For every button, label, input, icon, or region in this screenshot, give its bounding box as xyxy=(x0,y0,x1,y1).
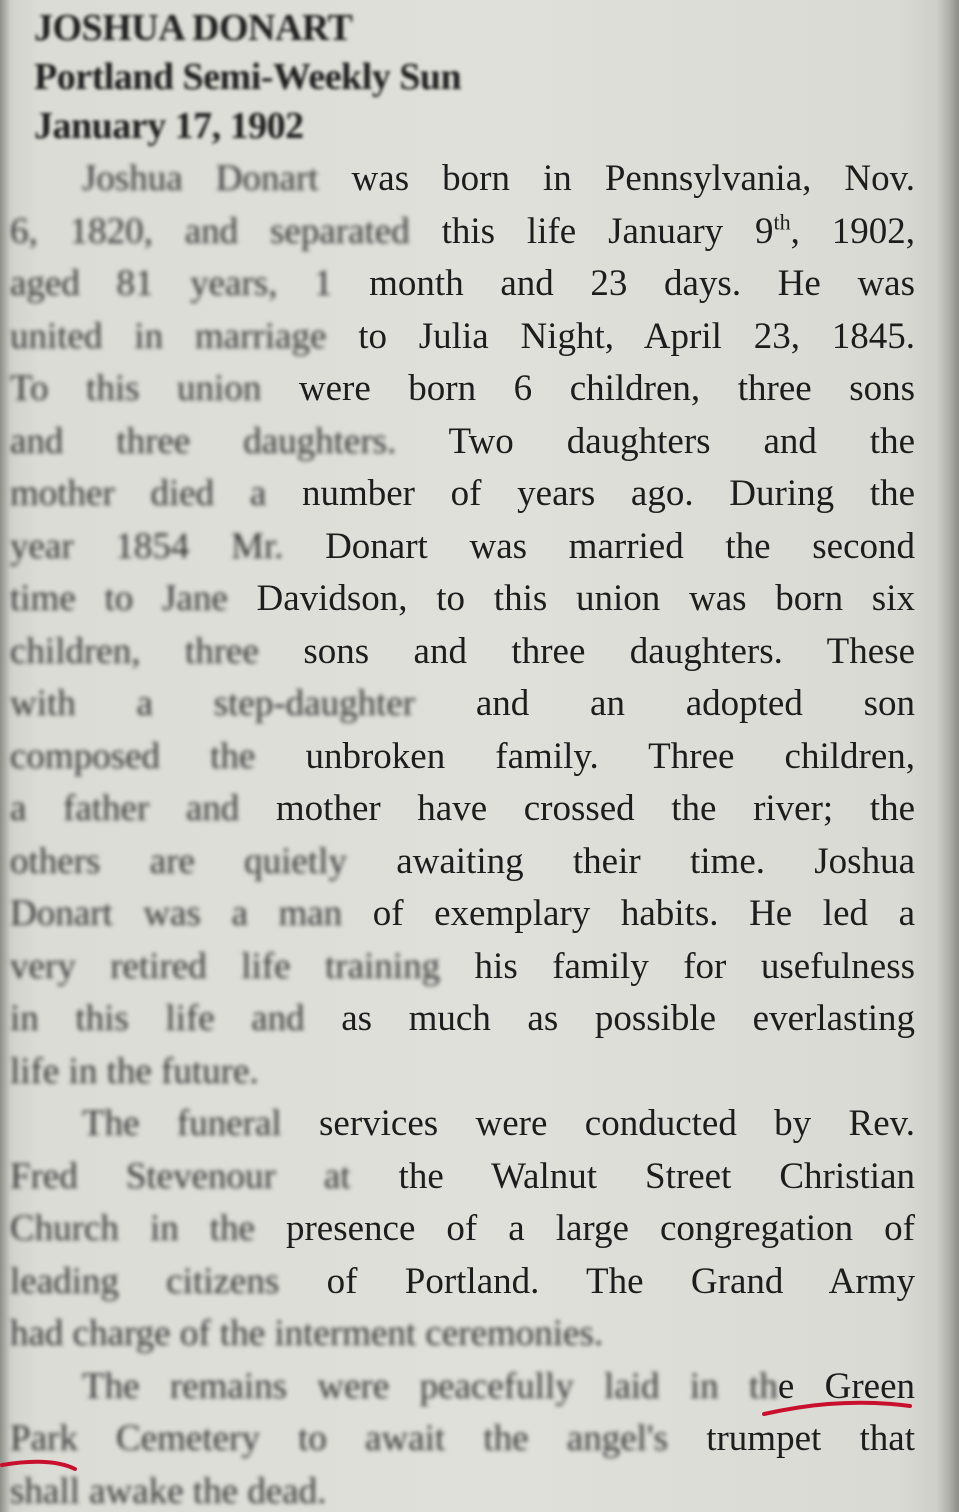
clear-text: , 1902, xyxy=(790,210,916,252)
clear-text: of exemplary habits. He led a xyxy=(342,893,915,934)
article-line xyxy=(10,731,915,784)
blurred-text: life in the future. xyxy=(10,1050,259,1092)
article-line xyxy=(10,1046,915,1099)
blurred-text: The funeral xyxy=(82,1103,282,1144)
clear-text: Two daughters and the xyxy=(396,420,915,462)
clear-text: as much as possible everlasting xyxy=(304,998,915,1039)
clear-text: the Walnut Street Christian xyxy=(350,1155,915,1197)
clear-text: were born 6 children, three sons xyxy=(261,368,915,409)
article-line xyxy=(10,153,915,206)
blurred-text: Joshua Donart xyxy=(82,158,319,199)
article-line xyxy=(10,1308,915,1361)
publication-date: January 17, 1902 xyxy=(34,105,304,147)
article-line xyxy=(10,836,915,889)
blurred-text: leading citizens xyxy=(10,1260,280,1302)
blurred-text: Donart was a man xyxy=(10,893,343,934)
clear-text: presence of a large congregation of xyxy=(254,1208,915,1249)
blurred-text: united in marriage xyxy=(10,315,327,357)
blurred-text: children, three xyxy=(10,630,259,672)
article-line xyxy=(10,678,915,731)
clear-text: was born in Pennsylvania, Nov. xyxy=(318,158,916,199)
blurred-text: aged 81 years, 1 xyxy=(10,263,333,304)
blurred-text: Park Cemetery to await the angel's xyxy=(10,1418,668,1459)
article-line xyxy=(10,888,915,941)
blurred-text: Church in the xyxy=(10,1208,255,1249)
clear-text: services were conducted by Rev. xyxy=(281,1103,915,1144)
obituary-name: JOSHUA DONART xyxy=(34,7,353,49)
article-line xyxy=(10,468,915,521)
article-line xyxy=(10,941,915,994)
article-line xyxy=(10,206,915,259)
newspaper-title: Portland Semi-Weekly Sun xyxy=(34,56,462,98)
clear-text: unbroken family. Three children, xyxy=(255,735,916,777)
article-line xyxy=(10,1256,915,1309)
blurred-text: shall awake the dead. xyxy=(10,1470,327,1512)
clear-text: awaiting their time. Joshua xyxy=(346,840,915,882)
paragraph-burial xyxy=(10,1361,915,1512)
article-line xyxy=(10,258,915,311)
clipping-right-edge xyxy=(937,0,959,1512)
clear-text: mother have crossed the river; the xyxy=(239,788,915,829)
clear-text: his family for usefulness xyxy=(440,945,915,987)
article-line xyxy=(10,993,915,1046)
paragraph-biography xyxy=(10,153,915,1098)
blurred-text: year 1854 Mr. xyxy=(10,525,284,567)
article-line xyxy=(10,363,915,416)
blurred-text: composed the xyxy=(10,735,256,777)
clear-text: e Green xyxy=(777,1365,915,1407)
blurred-text: and three daughters. xyxy=(10,420,397,462)
blurred-text: The remains were peacefully laid in th xyxy=(82,1365,778,1407)
blurred-text: a father and xyxy=(10,788,240,829)
article-line xyxy=(10,1413,915,1466)
blurred-text: mother died a xyxy=(10,473,267,514)
superscript-text: th xyxy=(773,209,791,235)
article-line xyxy=(10,1203,915,1256)
clear-text: this life January 9 xyxy=(409,210,774,252)
article-line xyxy=(10,626,915,679)
clear-text: Davidson, to this union was born six xyxy=(227,578,915,619)
clear-text: trumpet that xyxy=(668,1418,915,1459)
article-line xyxy=(10,521,915,574)
article-column xyxy=(10,4,915,1512)
blurred-text: 6, 1820, and separated xyxy=(10,210,410,252)
blurred-text: others are quietly xyxy=(10,840,347,882)
article-line xyxy=(10,783,915,836)
blurred-text: time to Jane xyxy=(10,578,228,619)
clear-text: sons and three daughters. These xyxy=(258,630,916,672)
blurred-text: Fred Stevenour at xyxy=(10,1155,351,1197)
paragraph-funeral xyxy=(10,1098,915,1361)
blurred-text: in this life and xyxy=(10,998,305,1039)
blurred-text: with a step-daughter xyxy=(10,683,416,724)
article-line xyxy=(10,1151,915,1204)
blurred-text: To this union xyxy=(10,368,262,409)
article-line xyxy=(10,573,915,626)
clear-text: month and 23 days. He was xyxy=(332,263,915,304)
clear-text: Donart was married the second xyxy=(283,525,915,567)
clear-text: and an adopted son xyxy=(415,683,915,724)
article-line xyxy=(10,1466,915,1512)
article-line xyxy=(10,1098,915,1151)
clipping-left-edge xyxy=(0,0,10,1512)
article-line xyxy=(10,1361,915,1414)
clear-text: to Julia Night, April 23, 1845. xyxy=(326,315,916,357)
clear-text: number of years ago. During the xyxy=(266,473,915,514)
blurred-text: very retired life training xyxy=(10,945,441,987)
blurred-text: had charge of the interment ceremonies. xyxy=(10,1313,604,1354)
clear-text: of Portland. The Grand Army xyxy=(279,1260,915,1302)
article-line xyxy=(10,416,915,469)
article-line xyxy=(10,311,915,364)
